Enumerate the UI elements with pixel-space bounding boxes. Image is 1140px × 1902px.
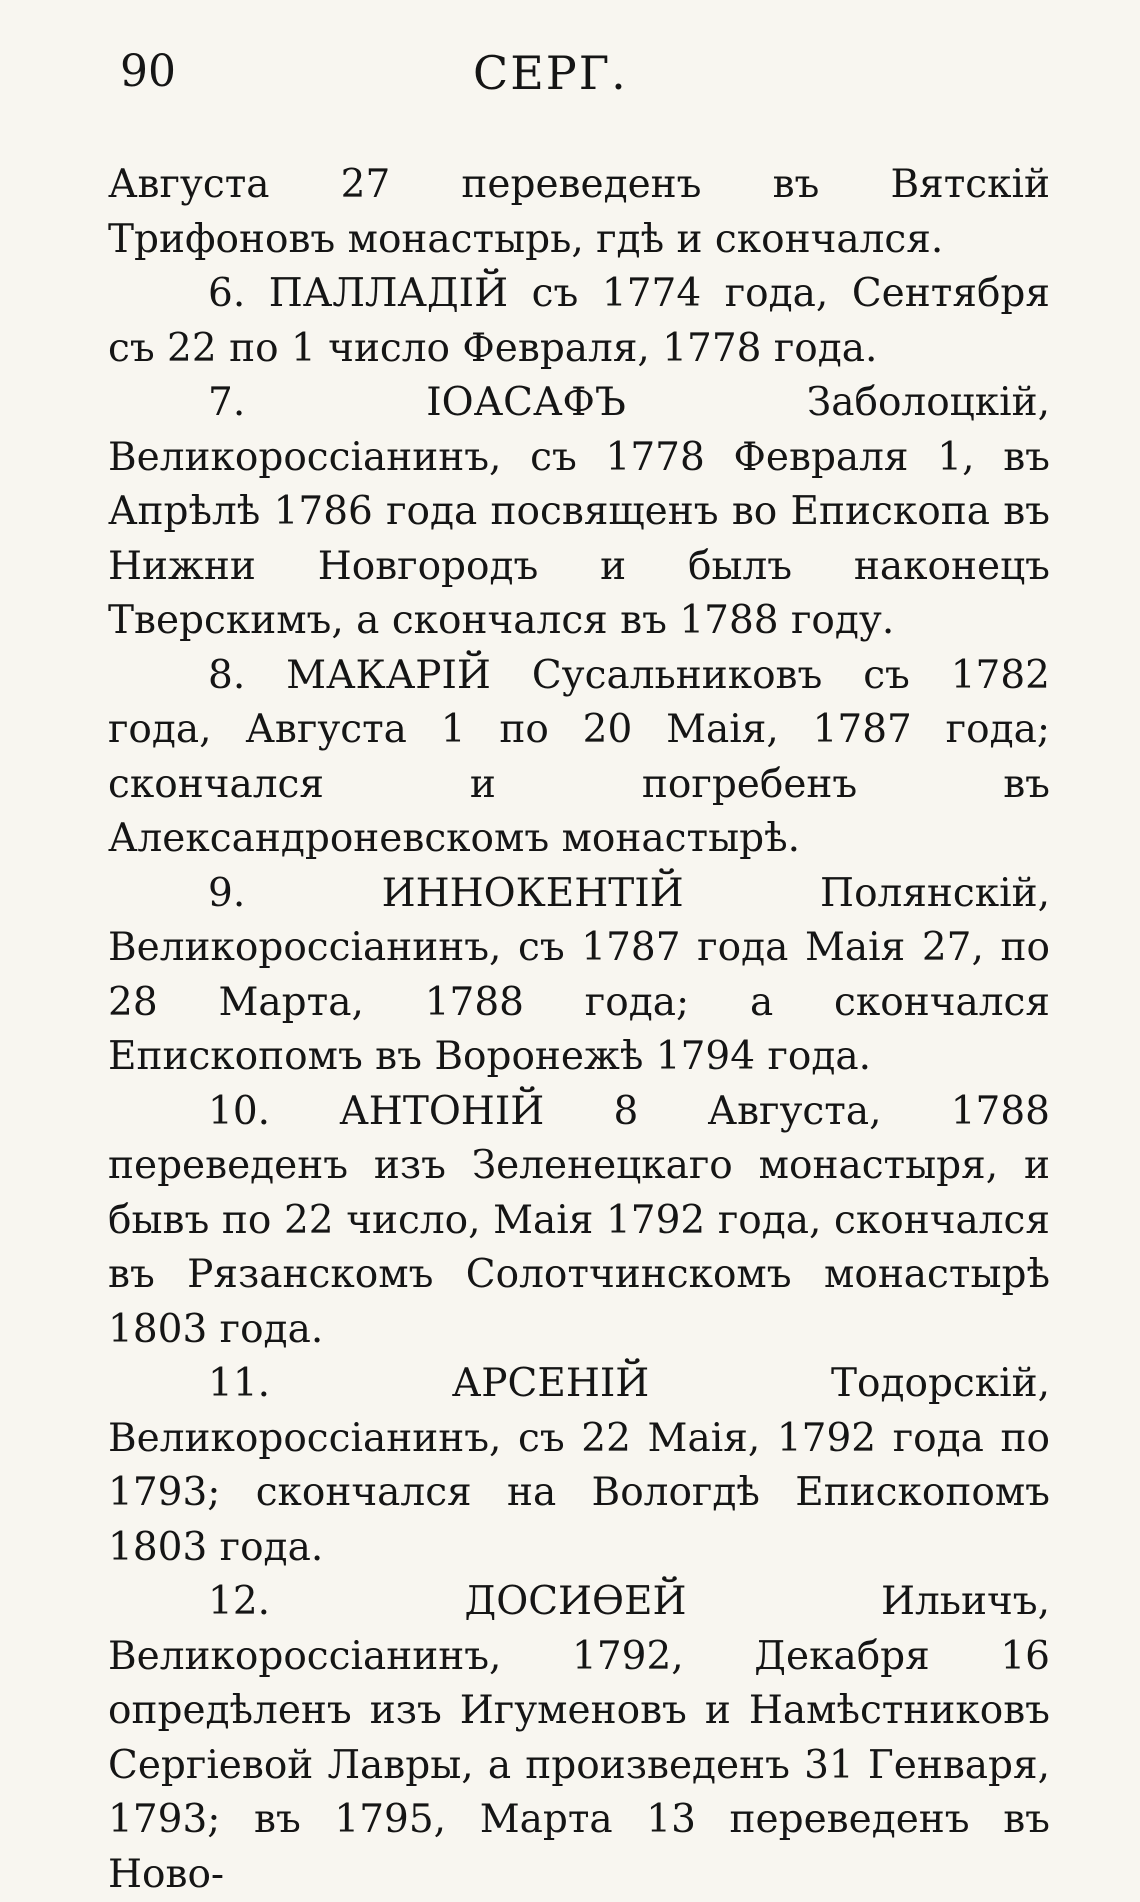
paragraph-continuation: Августа 27 переведенъ въ Вятскій Трифоновъ монастырь, гдѣ и скончался. xyxy=(108,162,1050,262)
running-title: СЕРГ. xyxy=(473,46,628,100)
entry-dosifey: 12. ДОСИѲЕЙ Ильичъ, Великороссіанинъ, 1792, Декабря 16 опредѣленъ изъ Игуменовъ и Намѣстниковъ Сергіевой Лавры, а произведенъ 31 Генваря, 1793; въ 1795, Марта 13 переведенъ въ Ново- xyxy=(108,1579,1050,1897)
entry-antoniy: 10. АНТОНІЙ 8 Августа, 1788 переведенъ изъ Зеленецкаго монастыря, и бывъ по 22 число, Маія 1792 года, скончался въ Рязанскомъ Солотчинскомъ монастырѣ 1803 года. xyxy=(108,1088,1050,1352)
page-number: 90 xyxy=(120,46,176,97)
entry-ioasaf: 7. ІОАСАФЪ Заболоцкій, Великороссіанинъ, съ 1778 Февраля 1, въ Апрѣлѣ 1786 года посвященъ во Епископа въ Нижни Новгородъ и былъ наконецъ Тверскимъ, а скончался въ 1788 году. xyxy=(108,380,1050,643)
body-text xyxy=(108,158,1050,1902)
entry-makariy: 8. МАКАРІЙ Сусальниковъ съ 1782 года, Августа 1 по 20 Маія, 1787 года; скончался и погребенъ въ Александроневскомъ монастырѣ. xyxy=(108,652,1050,861)
entry-arseniy: 11. АРСЕНІЙ Тодорскій, Великороссіанинъ, съ 22 Маія, 1792 года по 1793; скончался на Вологдѣ Епископомъ 1803 года. xyxy=(108,1361,1050,1570)
entry-palladiy: 6. ПАЛЛАДІЙ съ 1774 года, Сентября съ 22 по 1 число Февраля, 1778 года. xyxy=(108,271,1050,371)
entry-innokentiy: 9. ИННОКЕНТІЙ Полянскій, Великороссіанинъ, съ 1787 года Маія 27, по 28 Марта, 1788 года; а скончался Епископомъ въ Воронежѣ 1794 года. xyxy=(108,870,1050,1079)
running-head xyxy=(108,28,1050,114)
